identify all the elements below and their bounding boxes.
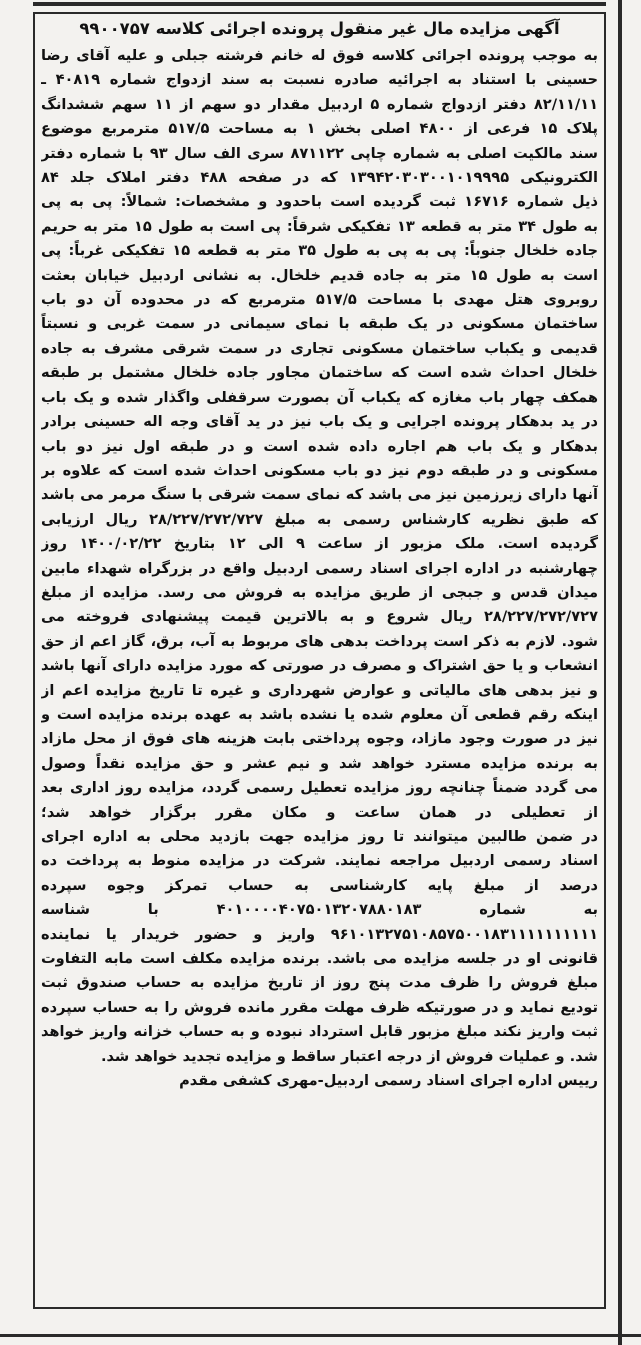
notice-line: به موجب پرونده اجرائی کلاسه فوق له خانم فرشته جبلی و علیه آقای رضا — [41, 47, 598, 64]
notice-line: آنها دارای زیرزمین نیز می باشد که نمای سمت شرقی با سنگ مرمر می باشد — [41, 486, 598, 504]
top-rule — [33, 2, 606, 6]
notice-line: درصد از مبلغ پایه کارشناسی به حساب تمرکز وجوه سپرده — [41, 876, 598, 894]
notice-line: اسناد رسمی اردبیل مراجعه نمایند. شرکت در مزایده منوط به پرداخت ده — [41, 852, 598, 870]
notice-line: ۸۲/۱۱/۱۱ دفتر ازدواج شماره ۵ اردبیل مقدار دو سهم از ۱۱ سهم ششدانگ — [41, 95, 598, 113]
notice-line: به طول ۳۴ متر به قطعه ۱۳ تفکیکی شرقاً: پی است به طول ۱۵ متر به حریم — [41, 217, 598, 235]
notice-line: نیز در صورت وجود مازاد، وجوه پرداختی بابت هزینه های فوق از محل مازاد — [41, 730, 598, 748]
notice-line: شد. و عملیات فروش از درجه اعتبار ساقط و مزایده تجدید خواهد شد. — [100, 1047, 598, 1065]
bottom-rule — [0, 1334, 641, 1337]
notice-line: قانونی او در جلسه مزایده می باشد. برنده مزایده مکلف است مابه التفاوت — [41, 950, 598, 968]
auction-notice — [41, 17, 598, 1093]
notice-line: ثبت واریز نکند مبلغ مزبور قابل استرداد نبوده و به حساب خزانه واریز خواهد — [41, 1023, 598, 1041]
notice-line: شود. لازم به ذکر است پرداخت بدهی های مربوط به آب، برق، گاز اعم از حق — [41, 632, 598, 650]
notice-line: حسینی با استناد به اجرائیه صادره نسبت به سند ازدواج شماره ۴۰۸۱۹ ـ — [41, 71, 598, 89]
notice-line: تودیع نماید و در صورتیکه ظرف مهلت مقرر مانده فروش را به حساب سپرده — [41, 998, 598, 1016]
notice-body — [41, 44, 598, 1069]
notice-line: انشعاب و یا حق اشتراک و مصرف در صورتی که مورد مزایده دارای آنها باشد — [41, 657, 598, 675]
notice-line: در ضمن طالبین میتوانند تا روز مزایده جهت بازدید محلی به اداره اجرای — [41, 828, 598, 845]
notice-line: الکترونیکی ۱۳۹۴۲۰۳۰۳۰۰۱۰۱۹۹۹۵ که در صفحه ۴۸۸ دفتر املاک جلد ۸۴ — [41, 169, 598, 187]
notice-line: ۲۸/۲۲۷/۲۷۲/۷۲۷ ریال شروع و به بالاترین قیمت پیشنهادی فروخته می — [41, 608, 598, 626]
notice-line: همکف چهار باب مغازه که یکباب آن بصورت سرقفلی واگذار شده و یک باب — [41, 388, 598, 406]
notice-signature: رییس اداره اجرای اسناد رسمی اردبیل-مهری کشفی مقدم — [179, 1072, 598, 1090]
notice-line: چهارشنبه در اداره اجرای اسناد رسمی اردبیل واقع در بزرگراه شهداء مابین — [41, 559, 598, 577]
notice-line: که طبق نظریه کارشناس رسمی به مبلغ ۲۸/۲۲۷/۲۷۲/۷۲۷ ریال ارزیابی — [41, 510, 598, 528]
notice-line: جاده خلخال جنوباً: پی به پی به طول ۳۵ متر به قطعه ۱۵ تفکیکی غرباً: پی — [41, 242, 598, 260]
right-rule — [618, 0, 622, 1345]
notice-line: در ید بدهکار پرونده اجرایی و یک باب نیز در ید آقای وجه اله حسینی برادر — [41, 413, 598, 431]
notice-line: پلاک ۱۵ فرعی از ۴۸۰۰ اصلی بخش ۱ به مساحت ۵۱۷/۵ مترمربع موضوع — [41, 120, 598, 138]
notice-line: بدهکار و یک باب هم اجاره داده شده است و در طبقه اول نیز دو باب — [41, 437, 598, 455]
notice-line: به برنده مزایده مسترد خواهد شد و نیم عشر و حق مزایده نقداً وصول — [41, 754, 598, 772]
notice-line: اینکه رقم قطعی آن معلوم شده یا نشده باشد به عهده برنده مزایده است و — [41, 705, 598, 723]
notice-line: از تعطیلی در همان ساعت و مکان مقرر برگزار خواهد شد؛ — [41, 803, 598, 821]
notice-line: سند مالکیت اصلی به شماره چاپی ۸۷۱۱۲۲ سری الف سال ۹۳ با شماره دفتر — [41, 144, 598, 162]
notice-line: ساختمان مسکونی در یک طبقه با نمای سیمانی در سمت غربی و نسبتاً — [41, 315, 598, 333]
notice-line: گردیده است. ملک مزبور از ساعت ۹ الی ۱۲ بتاریخ ۱۴۰۰/۰۲/۲۲ روز — [41, 535, 598, 553]
notice-title: آگهی مزایده مال غیر منقول پرونده اجرائی کلاسه ۹۹۰۰۷۵۷ — [79, 19, 560, 38]
notice-line: و نیز بدهی های مالیاتی و عوارض شهرداری و غیره تا تاریخ مزایده اعم از — [41, 681, 598, 699]
notice-line: می گردد ضمناً چنانچه روز مزایده تعطیل رسمی گردد، مزایده روز اداری بعد — [41, 779, 598, 797]
notice-line: قدیمی و یکباب ساختمان مسکونی تجاری در سمت شرقی مشرف به جاده — [41, 339, 598, 357]
notice-line: روبروی هتل مهدی با مساحت ۵۱۷/۵ مترمربع که در محدوده آن دو باب — [41, 291, 598, 309]
notice-line: به شماره ۴۰۱۰۰۰۰۴۰۷۵۰۱۳۲۰۷۸۸۰۱۸۳ با شناسه — [41, 901, 598, 919]
notice-line: مسکونی و در طبقه دوم نیز دو باب مسکونی احداث شده است که علاوه بر — [41, 461, 598, 479]
notice-line: مبلغ فروش را ظرف مدت پنج روز از تاریخ مزایده به حساب صندوق ثبت — [41, 974, 598, 992]
notice-line: خلخال احداث شده است که ساختمان مجاور جاده خلخال مشتمل بر طبقه — [41, 364, 598, 382]
notice-line: است به طول ۱۵ متر به جاده قدیم خلخال. به نشانی اردبیل خیابان بعثت — [41, 266, 598, 284]
notice-line: ۹۶۱۰۱۳۲۷۵۱۰۸۵۷۵۰۰۱۸۳۱۱۱۱۱۱۱۱۱۱ واریز و حضور خریدار یا نماینده — [41, 925, 598, 943]
notice-line: ذیل شماره ۱۶۷۱۶ ثبت گردیده است باحدود و مشخصات: شمالاً: پی به پی — [41, 193, 598, 211]
notice-line: میدان قدس و جبجی از طریق مزایده به فروش می رسد. مزایده از مبلغ — [41, 583, 598, 601]
